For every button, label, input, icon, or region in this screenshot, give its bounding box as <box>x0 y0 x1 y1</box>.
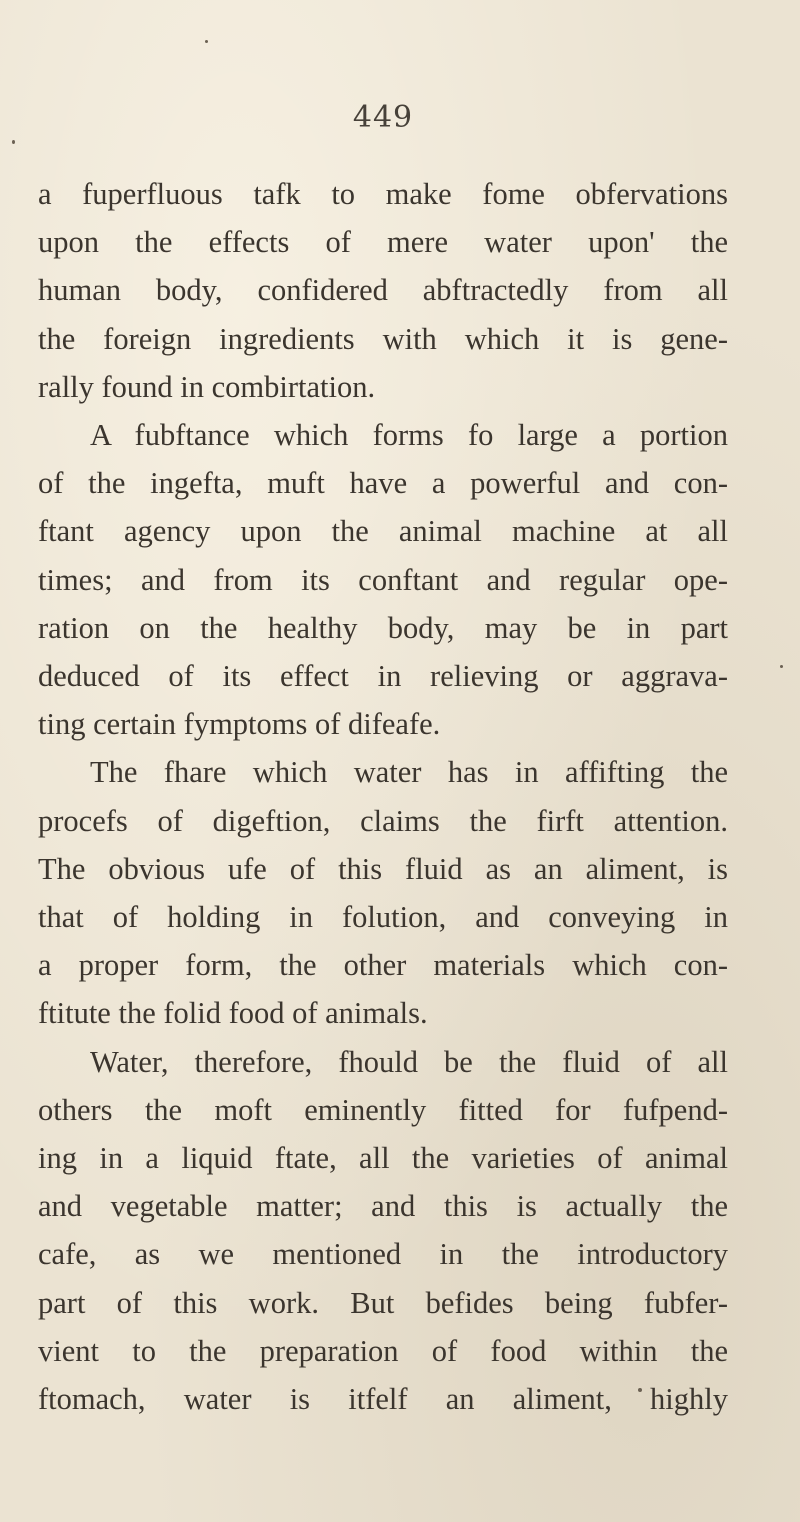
text-line: ration on the healthy body, may be in part <box>38 610 728 645</box>
page-body-text <box>38 170 728 1423</box>
text-line: ftomach, water is itfelf an aliment, highly <box>38 1382 728 1417</box>
text-line: and vegetable matter; and this is actually the <box>38 1189 728 1224</box>
paragraph-start: Water, therefore, fhould be the fluid of all <box>90 1044 728 1079</box>
text-line: that of holding in folution, and conveying in <box>38 900 728 935</box>
text-line: times; and from its conftant and regular ope- <box>38 562 728 597</box>
page-number: 449 <box>352 100 414 135</box>
paragraph-start: The fhare which water has in affifting the <box>90 755 728 790</box>
text-line: of the ingefta, muft have a powerful and con- <box>38 466 728 501</box>
text-line: vient to the preparation of food within the <box>38 1333 728 1368</box>
paragraph-start: A fubftance which forms fo large a portion <box>90 418 728 453</box>
text-line: procefs of digeftion, claims the firft attention. <box>38 803 728 838</box>
text-line: ftant agency upon the animal machine at all <box>38 514 728 549</box>
text-line: rally found in combirtation. <box>38 369 376 404</box>
text-line: ftitute the folid food of animals. <box>38 996 428 1031</box>
text-line: part of this work. But befides being fubfer- <box>38 1285 728 1320</box>
text-line: cafe, as we mentioned in the introductory <box>38 1237 728 1272</box>
paper-speck <box>205 40 208 43</box>
text-line: deduced of its effect in relieving or aggrava- <box>38 659 728 694</box>
text-line: a proper form, the other materials which con- <box>38 948 728 983</box>
text-line: ing in a liquid ftate, all the varieties of animal <box>38 1141 728 1176</box>
text-line: human body, confidered abftractedly from all <box>38 273 728 308</box>
text-line: others the moft eminently fitted for fufpend- <box>38 1092 728 1127</box>
paper-speck <box>780 665 783 668</box>
text-line: upon the effects of mere water upon' the <box>38 225 728 260</box>
paper-speck <box>12 140 15 144</box>
text-line: the foreign ingredients with which it is gene- <box>38 321 728 356</box>
text-line: The obvious ufe of this fluid as an aliment, is <box>38 851 728 886</box>
text-line: a fuperfluous tafk to make fome obfervations <box>38 177 728 211</box>
text-line: ting certain fymptoms of difeafe. <box>38 707 441 742</box>
